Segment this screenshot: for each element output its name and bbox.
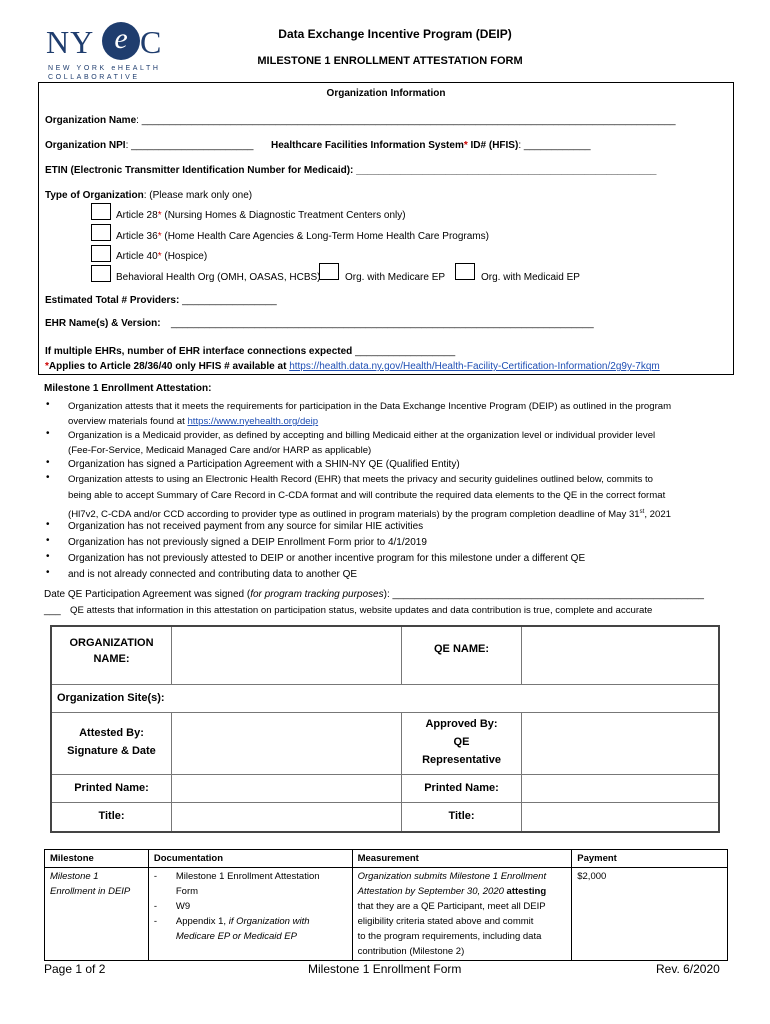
hfis-blank: : ____________ [518, 140, 591, 151]
art28-asterisk: * [157, 210, 162, 221]
applies-text: Applies to Article 28/36/40 only HFIS # available at [48, 361, 290, 372]
type-hint: : (Please mark only one) [143, 190, 253, 201]
title-left-label-cell [52, 803, 172, 831]
title-right-label: Title: [448, 810, 475, 822]
deip-link[interactable]: https://www.nyehealth.org/deip [187, 416, 319, 427]
meas-date: Attestation by September 30, 2020 [357, 886, 504, 897]
milestone-cell [45, 868, 149, 961]
attestation-item-2 [68, 428, 758, 458]
b1-line2 [68, 414, 758, 429]
qe-attest-blank[interactable]: ___ [44, 605, 61, 616]
type-of-organization [45, 190, 252, 201]
meas-l4: eligibility criteria stated above and commit [357, 916, 534, 927]
approved-l3: Representative [422, 754, 501, 766]
bullet-5: • [46, 519, 50, 530]
date-text-b: for program tracking purposes [250, 589, 384, 600]
org-name-blank: : ________________________________________________________________________________________________ [136, 115, 676, 126]
multi-ehr-label: If multiple EHRs, number of EHR interface connections expected [45, 346, 356, 357]
providers-label: Estimated Total # Providers: [45, 295, 183, 306]
attestation-item-8: and is not already connected and contributing data to another QE [68, 569, 358, 580]
hfis-link[interactable]: https://health.data.ny.gov/Health/Health-Facility-Certification-Information/2g9y-7kqm [289, 361, 660, 372]
applies-asterisk: * [45, 361, 49, 372]
art40-asterisk: * [157, 251, 162, 262]
meas-l3: that they are a QE Participant, meet all DEIP [357, 901, 546, 912]
art40-text: Article 40 [116, 251, 158, 262]
doc3-a: Appendix 1, [175, 916, 229, 927]
document-title: Data Exchange Incentive Program (DEIP) [278, 27, 512, 41]
medicaid-ep-checkbox[interactable] [455, 263, 475, 280]
b4-text: (Hl7v2, C-CDA and/or CCD according to provider type as outlined in program materials) by the program completion deadline of May 31 [68, 509, 640, 521]
article-28-checkbox[interactable] [91, 203, 111, 220]
providers-blank: _________________ [182, 295, 277, 306]
doc-item-2 [154, 899, 347, 914]
milestone-l1: Milestone 1 [50, 871, 99, 882]
doc1-l2: Form [175, 886, 199, 897]
behavioral-health-checkbox[interactable] [91, 265, 111, 282]
art36-asterisk: * [157, 231, 162, 242]
doc3-b: if Organization with [228, 916, 310, 927]
meas-l6: contribution (Milestone 2) [357, 946, 465, 957]
hfis-label-a: Healthcare Facilities Information System [271, 140, 464, 151]
attested-l1: Attested By: [79, 727, 144, 739]
etin-field[interactable]: ETIN (Electronic Transmitter Identification Number for Medicaid): ______________________________________________________ [45, 165, 657, 176]
attested-label-cell [52, 713, 172, 775]
title-left-label: Title: [98, 810, 125, 822]
header-documentation: Documentation [148, 850, 352, 868]
b4-line1: Organization attests to using an Electronic Health Record (EHR) that meets the privacy and security guidelines outlined below, commits to [68, 474, 653, 485]
meas-l5: to the program requirements, including data [357, 931, 542, 942]
bullet-4: • [46, 472, 50, 483]
org-sites-row[interactable] [52, 685, 718, 713]
title-right-input[interactable] [522, 803, 718, 831]
date-text-c: ): ________________________________________________________ [383, 589, 704, 600]
article-40-checkbox[interactable] [91, 245, 111, 262]
qe-date-field[interactable] [44, 589, 704, 600]
ehr-blank[interactable]: ____________________________________________________________________________ [171, 318, 594, 329]
b2-line2: (Fee-For-Service, Medicaid Managed Care and/or HARP as applicable) [68, 445, 372, 456]
milestone-l2: Enrollment in DEIP [50, 886, 131, 897]
logo-e-circle: e [102, 22, 140, 60]
milestone-table [44, 849, 728, 961]
logo-line1: NEW YORK eHEALTH [48, 65, 161, 72]
logo-subtitle [48, 64, 161, 82]
attestation-item-5: Organization has not received payment from any source for similar HIE activities [68, 521, 424, 532]
behavioral-health-label: Behavioral Health Org (OMH, OASAS, HCBS) [116, 272, 321, 283]
bullet-6: • [46, 535, 50, 546]
attestation-item-1 [68, 399, 758, 429]
bullet-1: • [46, 399, 50, 410]
logo-ny: NY [46, 24, 95, 60]
approved-l2: QE [453, 736, 470, 748]
approved-signature-input[interactable] [522, 713, 718, 775]
title-left-input[interactable] [172, 803, 402, 831]
npi-blank: : ______________________ [125, 140, 254, 151]
ehr-label: EHR Name(s) & Version: [45, 318, 161, 329]
organization-info-box [38, 82, 734, 375]
meas-attesting: attesting [503, 886, 547, 897]
nyehealth-logo [44, 22, 164, 84]
doc3-c: Medicare EP or Medicaid EP [175, 931, 297, 942]
art28-desc: (Nursing Homes & Diagnostic Treatment Centers only) [161, 210, 406, 221]
multi-ehr-field[interactable] [45, 346, 455, 357]
doc1-dash: - [153, 871, 158, 882]
attestation-item-6: Organization has not previously signed a DEIP Enrollment Form prior to 4/1/2019 [68, 537, 427, 548]
b4-line2: being able to accept Summary of Care Record in C-CDA format and will contribute the required data elements to the QE in the correct format [68, 490, 666, 501]
b1-text: overview materials found at [68, 416, 188, 427]
b2-line1: Organization is a Medicaid provider, as defined by accepting and billing Medicaid either at the organization level or individual provider level [68, 430, 656, 441]
npi-field[interactable] [45, 140, 253, 151]
applies-note [45, 361, 660, 372]
footer-rev: Rev. 6/2020 [656, 962, 720, 976]
medicare-ep-label: Org. with Medicare EP [345, 272, 446, 283]
providers-field[interactable] [45, 295, 277, 306]
measurement-cell [352, 868, 572, 961]
org-sites-label: Organization Site(s): [57, 692, 165, 704]
org-name-l1: ORGANIZATION [69, 637, 154, 649]
bullet-3: • [46, 457, 50, 468]
printed-right-label-cell [402, 775, 522, 803]
qe-attest-text: QE attests that information in this attestation on participation status, website updates and data contribution is true, complete and accurate [70, 605, 653, 616]
table-row [45, 868, 728, 961]
doc-item-3 [154, 914, 347, 944]
art28-text: Article 28 [116, 210, 158, 221]
printed-right-input[interactable] [522, 775, 718, 803]
org-name-input[interactable] [172, 627, 402, 685]
art40-desc: (Hospice) [161, 251, 208, 262]
org-name-l2: NAME: [93, 653, 130, 665]
logo-c: C [140, 24, 162, 60]
footer-page: Page 1 of 2 [44, 962, 106, 976]
type-label: Type of Organization [45, 190, 144, 201]
org-name-label-cell [52, 627, 172, 685]
doc1-l1: Milestone 1 Enrollment Attestation [175, 871, 320, 882]
medicaid-ep-label: Org. with Medicaid EP [481, 272, 580, 283]
meas-l2 [358, 884, 567, 899]
qe-name-label-cell [402, 627, 522, 685]
date-text-a: Date QE Participation Agreement was signed ( [44, 589, 251, 600]
printed-left-label: Printed Name: [74, 782, 149, 794]
article-36-label [116, 231, 489, 242]
bullet-7: • [46, 551, 50, 562]
bullet-2: • [46, 428, 50, 439]
attestation-item-4 [68, 472, 758, 523]
printed-right-label: Printed Name: [424, 782, 499, 794]
form-title: MILESTONE 1 ENROLLMENT ATTESTATION FORM [257, 55, 523, 67]
org-name-label: Organization Name [45, 115, 137, 126]
documentation-cell [148, 868, 352, 961]
attested-signature-input[interactable] [172, 713, 402, 775]
hfis-field[interactable] [271, 140, 591, 151]
art36-desc: (Home Health Care Agencies & Long-Term Home Health Care Programs) [161, 231, 489, 242]
b4-sup: st [639, 509, 645, 515]
article-40-label [116, 251, 207, 262]
attested-l2: Signature & Date [67, 745, 156, 757]
hfis-asterisk: * [463, 140, 468, 151]
article-28-label [116, 210, 406, 221]
npi-label: Organization NPI [45, 140, 126, 151]
title-right-label-cell [402, 803, 522, 831]
printed-left-label-cell [52, 775, 172, 803]
org-name-field[interactable] [45, 115, 676, 126]
b1-line1: Organization attests that it meets the requirements for participation in the Data Exchange Incentive Program (DEIP) as outlined in the program [68, 401, 672, 412]
meas-l1: Organization submits Milestone 1 Enrollment [357, 871, 547, 882]
bullet-8: • [46, 567, 50, 578]
multi-ehr-blank: __________________ [355, 346, 456, 357]
logo-line2: COLLABORATIVE [48, 74, 140, 81]
header-measurement: Measurement [352, 850, 572, 868]
qe-name-input[interactable] [522, 627, 718, 685]
header-payment: Payment [572, 850, 728, 868]
medicare-ep-checkbox[interactable] [319, 263, 339, 280]
b4-year: , 2021 [644, 509, 671, 521]
doc2-dash: - [153, 901, 158, 912]
doc-item-1 [154, 869, 347, 899]
doc3-dash: - [153, 916, 158, 927]
header-milestone: Milestone [45, 850, 149, 868]
article-36-checkbox[interactable] [91, 224, 111, 241]
approved-label-cell [402, 713, 522, 775]
qe-name-label: QE NAME: [434, 643, 489, 655]
milestone-table-header [45, 850, 728, 868]
attestation-item-7: Organization has not previously attested to DEIP or another incentive program for this milestone under a different QE [68, 553, 586, 564]
payment-cell: $2,000 [572, 868, 728, 961]
approved-l1: Approved By: [425, 718, 498, 730]
footer-form: Milestone 1 Enrollment Form [308, 962, 462, 976]
section-title: Organization Information [326, 88, 446, 99]
signature-table [50, 625, 720, 833]
art36-text: Article 36 [116, 231, 158, 242]
attestation-item-3: Organization has signed a Participation Agreement with a SHIN-NY QE (Qualified Entity) [68, 459, 460, 470]
doc2-text: W9 [175, 901, 191, 912]
printed-left-input[interactable] [172, 775, 402, 803]
attestation-title: Milestone 1 Enrollment Attestation: [44, 383, 212, 394]
hfis-label-b: ID# (HFIS) [467, 140, 519, 151]
